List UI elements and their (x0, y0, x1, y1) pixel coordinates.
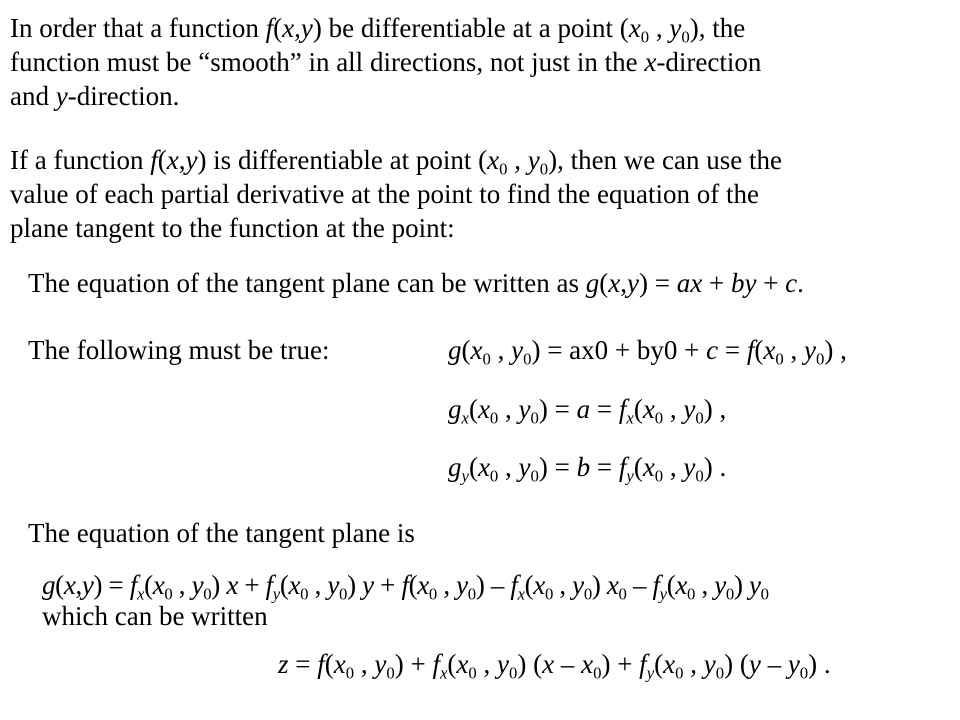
condition-y-partial-equation: $g_y(x_0$ , $y_0) = b = f_y(x_0$ , $y_0$) . (448, 452, 727, 486)
paragraph1-line3: and y-direction. (10, 81, 180, 111)
paragraph1-line1: In order that a function f(x,y) be differentiable at a point ($x_0$ , $y_0$), the (10, 13, 746, 47)
final-tangent-plane-equation: $z = f(x_0$ , $y_0) + f_x(x_0$ , $y_0$) $(x - x_0) + f_y(x_0$ , $y_0$) $(y - y_0)$ . (278, 649, 831, 683)
condition-value-equation: $g(x_0$ , $y_0) = ax0 + by0 + c = f(x_0$ , $y_0$) , (448, 335, 847, 369)
paragraph-differentiability (10, 11, 761, 113)
conditions-label: The following must be true: (28, 335, 330, 365)
paragraph2-line1: If a function f(x,y) is differentiable at point ($x_0$ , $y_0$), then we can use the (10, 145, 782, 179)
paragraph2-line3: plane tangent to the function at the point: (10, 213, 455, 243)
tangent-plane-equation: $g(x,y) = f_x(x_0$ , $y_0$) $x + f_y(x_0$ , $y_0$) $y + f(x_0$ , $y_0) - f_x(x_0$ , $y_0$) $x_0 - f_y(x_0$ , $y_0$) $y_0$ (42, 570, 769, 604)
written-as-label: which can be written (42, 601, 268, 631)
tangent-plane-form: The equation of the tangent plane can be written as g(x,y) = ax + by + c. (28, 268, 804, 298)
tangent-plane-intro: The equation of the tangent plane is (28, 518, 415, 548)
paragraph1-line2: function must be “smooth” in all directions, not just in the x-direction (10, 47, 762, 77)
condition-x-partial-equation: $g_x(x_0$ , $y_0) = a = f_x(x_0$ , $y_0$) , (448, 394, 727, 428)
paragraph2-line2: value of each partial derivative at the point to find the equation of the (10, 179, 759, 209)
paragraph-partial-derivatives (10, 143, 782, 245)
